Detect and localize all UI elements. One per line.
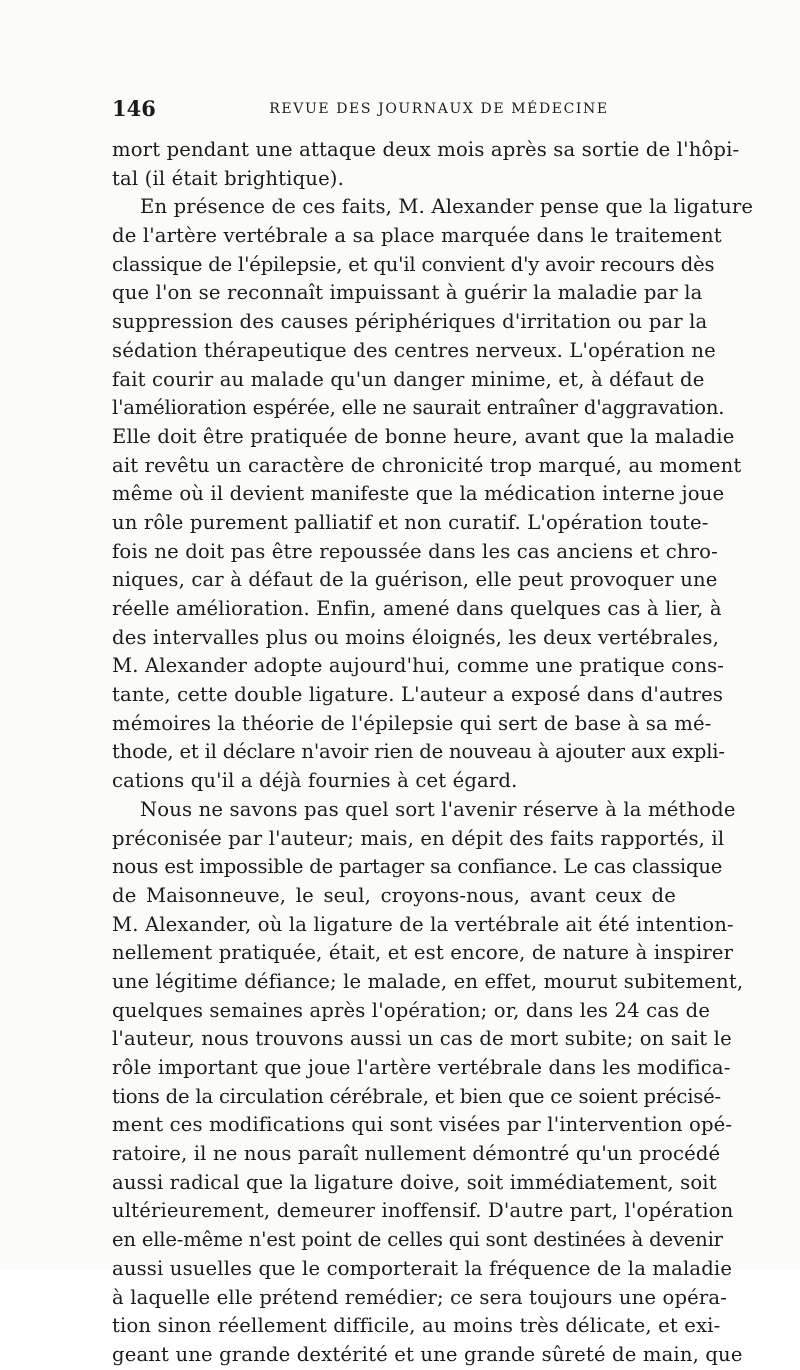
text-line: tal (il était brightique).: [112, 166, 344, 190]
text-line: aussi usuelles que le comporterait la fréquence de la maladie: [112, 1256, 733, 1280]
text-line: à laquelle elle prétend remédier; ce sera toujours une opéra-: [112, 1285, 727, 1309]
text-line: M. Alexander adopte aujourd'hui, comme une pratique cons-: [112, 654, 725, 678]
text-line: thode, et il déclare n'avoir rien de nouveau à ajouter aux expli-: [112, 740, 725, 764]
text-line: fait courir au malade qu'un danger minime, et, à défaut de: [112, 367, 705, 391]
body-text: [112, 136, 754, 1370]
page-number: 146: [112, 96, 156, 121]
text-line: classique de l'épilepsie, et qu'il convient d'y avoir recours dès: [112, 252, 715, 276]
text-line: Nous ne savons pas quel sort l'avenir réserve à la méthode: [140, 797, 736, 821]
text-line: sédation thérapeutique des centres nerveux. L'opération ne: [112, 338, 716, 362]
text-line: préconisée par l'auteur; mais, en dépit des faits rapportés, il: [112, 826, 725, 850]
text-line: En présence de ces faits, M. Alexander pense que la ligature: [140, 195, 754, 219]
text-line: ratoire, il ne nous paraît nullement démontré qu'un procédé: [112, 1142, 721, 1166]
text-line: nous est impossible de partager sa confiance. Le cas classique: [112, 855, 723, 879]
text-line: geant une grande dextérité et une grande sûreté de main, que: [112, 1342, 743, 1366]
text-line: quelques semaines après l'opération; or, dans les 24 cas de: [112, 998, 711, 1022]
text-line: fois ne doit pas être repoussée dans les cas anciens et chro-: [112, 539, 718, 563]
running-header: [112, 94, 676, 124]
text-line: rôle important que joue l'artère vertébrale dans les modifica-: [112, 1056, 731, 1079]
text-line: ait revêtu un caractère de chronicité trop marqué, au moment: [112, 453, 742, 477]
text-line: mort pendant une attaque deux mois après sa sortie de l'hôpi-: [112, 138, 740, 161]
text-line: une légitime défiance; le malade, en effet, mourut subitement,: [112, 969, 744, 993]
text-line: que l'on se reconnaît impuissant à guérir la maladie par la: [112, 281, 703, 305]
text-line: l'auteur, nous trouvons aussi un cas de mort subite; on sait le: [112, 1027, 732, 1051]
text-line: de Maisonneuve, le seul, croyons-nous, avant ceux de: [112, 883, 676, 907]
text-line: tions de la circulation cérébrale, et bien que ce soient précisé-: [112, 1084, 721, 1108]
text-line: aussi radical que la ligature doive, soit immédiatement, soit: [112, 1170, 717, 1194]
text-line: un rôle purement palliatif et non curatif. L'opération toute-: [112, 510, 709, 534]
text-line: de l'artère vertébrale a sa place marquée dans le traitement: [112, 224, 722, 248]
text-line: ultérieurement, demeurer inoffensif. D'autre part, l'opération: [112, 1199, 734, 1223]
text-line: en elle-même n'est point de celles qui sont destinées à devenir: [112, 1228, 723, 1252]
text-line: mémoires la théorie de l'épilepsie qui sert de base à sa mé-: [112, 711, 712, 735]
text-line: M. Alexander, où la ligature de la vertébrale ait été intention-: [112, 912, 734, 936]
text-line: tante, cette double ligature. L'auteur a exposé dans d'autres: [112, 683, 724, 707]
text-line: suppression des causes périphériques d'irritation ou par la: [112, 310, 708, 334]
text-line: réelle amélioration. Enfin, amené dans quelques cas à lier, à: [112, 597, 722, 620]
text-line: cations qu'il a déjà fournies à cet égard.: [112, 769, 518, 793]
text-line: l'amélioration espérée, elle ne saurait entraîner d'aggravation.: [112, 396, 725, 420]
text-line: ment ces modifications qui sont visées par l'intervention opé-: [112, 1113, 733, 1137]
paragraph-1: [112, 136, 740, 193]
text-line: nellement pratiquée, était, et est encore, de nature à inspirer: [112, 941, 734, 965]
paragraph-3: [112, 796, 744, 1370]
text-line: Elle doit être pratiquée de bonne heure, avant que la maladie: [112, 424, 735, 448]
running-title: REVUE DES JOURNAUX DE MÉDECINE: [269, 101, 609, 117]
paragraph-2: [112, 193, 754, 795]
text-line: niques, car à défaut de la guérison, elle peut provoquer une: [112, 568, 718, 592]
text-line: des intervalles plus ou moins éloignés, les deux vertébrales,: [112, 625, 719, 649]
text-line: tion sinon réellement difficile, au moins très délicate, et exi-: [112, 1314, 721, 1338]
text-line: même où il devient manifeste que la médication interne joue: [112, 482, 725, 506]
